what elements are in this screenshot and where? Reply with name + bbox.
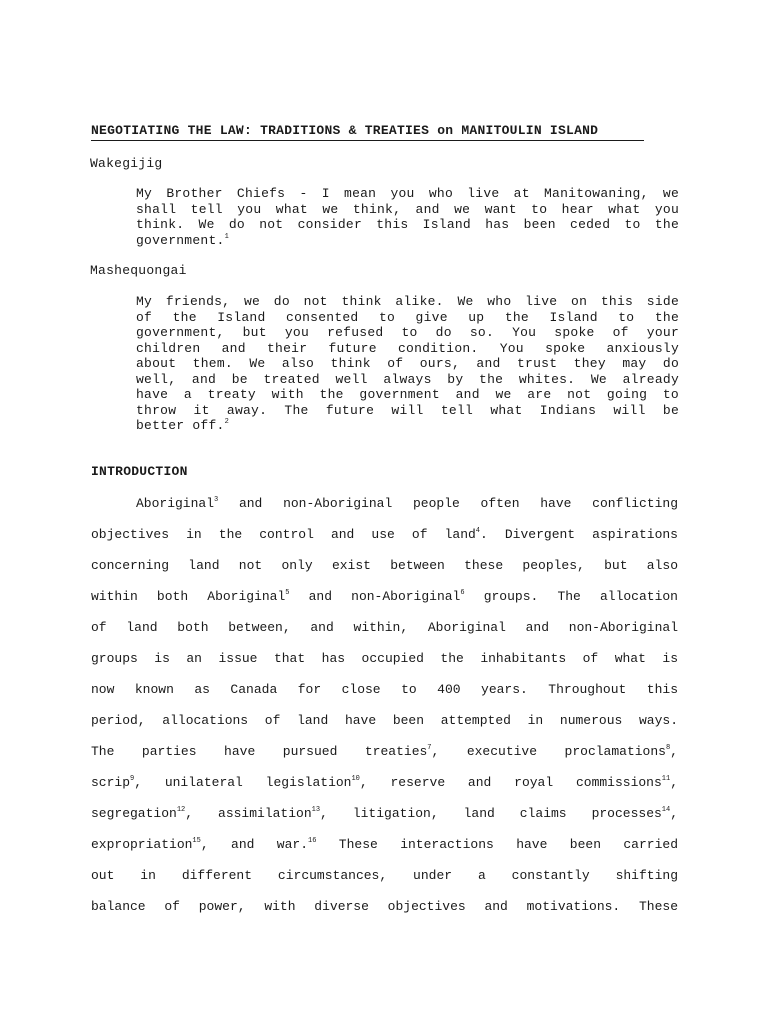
footnote-ref: 1	[224, 232, 230, 241]
body-text: ,	[670, 775, 679, 790]
body-line: balance of power, with diverse objectives and motivations. These	[91, 899, 678, 914]
body-text: and non-Aboriginal	[289, 589, 461, 604]
body-text: , assimilation	[185, 806, 312, 821]
footnote-ref: 16	[308, 837, 317, 845]
body-line: out in different circumstances, under a constantly shifting	[91, 868, 678, 883]
body-text: , and war.	[200, 837, 309, 852]
body-text: , executive proclamations	[431, 744, 666, 759]
quote-line: of the Island consented to give up the Island to the	[136, 309, 679, 325]
footnote-ref: 14	[661, 806, 671, 814]
body-line: of land both between, and within, Aboriginal and non-Aboriginal	[91, 620, 678, 635]
footnote-ref: 12	[176, 806, 186, 814]
footnote-ref: 8	[665, 744, 671, 752]
quote-block-wakegijig	[136, 186, 679, 248]
body-text: The parties have pursued treaties	[91, 744, 428, 759]
body-text: , litigation, land claims processes	[320, 806, 662, 821]
quote-line: government, but you refused to do so. You spoke of your	[136, 325, 679, 340]
body-line	[91, 772, 678, 803]
body-text: objectives in the control and use of land	[91, 527, 476, 542]
footnote-ref: 7	[427, 744, 432, 752]
body-line	[91, 803, 678, 834]
footnote-ref: 4	[475, 527, 480, 535]
body-text: These interactions have been carried	[316, 837, 678, 852]
body-text: and non-Aboriginal people often have conflicting	[218, 496, 678, 511]
footnote-ref: 13	[311, 806, 321, 814]
section-heading: INTRODUCTION	[91, 464, 188, 479]
body-line: period, allocations of land have been attempted in numerous ways.	[91, 713, 678, 728]
document-title: NEGOTIATING THE LAW: TRADITIONS & TREATIES on MANITOULIN ISLAND	[91, 123, 644, 141]
body-line	[91, 586, 678, 617]
body-paragraph	[91, 493, 678, 927]
body-text: ,	[670, 806, 679, 821]
quote-line: shall tell you what we think, and we want to hear what you	[136, 201, 679, 217]
footnote-ref: 9	[130, 775, 135, 783]
body-line: now known as Canada for close to 400 years. Throughout this	[91, 682, 678, 697]
body-text: . Divergent aspirations	[480, 527, 678, 542]
body-text: expropriation	[91, 837, 193, 852]
quote-block-mashequongai	[136, 294, 679, 434]
body-text: groups. The allocation	[464, 589, 678, 604]
body-line: groups is an issue that has occupied the inhabitants of what is	[91, 651, 678, 666]
speaker-name-wakegijig: Wakegijig	[90, 156, 163, 171]
quote-line: about them. We also think of ours, and trust they may do	[136, 356, 679, 371]
quote-line	[136, 418, 679, 434]
quote-line: throw it away. The future will tell what Indians will be	[136, 402, 679, 418]
quote-line: think. We do not consider this Island has been ceded to the	[136, 217, 679, 232]
footnote-ref: 6	[460, 589, 465, 597]
quote-line-text: better off.	[136, 418, 225, 433]
footnote-ref: 2	[224, 418, 230, 426]
quote-line: children and their future condition. You spoke anxiously	[136, 340, 679, 356]
footnote-ref: 10	[351, 775, 360, 783]
quote-line: My friends, we do not think alike. We who live on this side	[136, 294, 679, 309]
footnote-ref: 11	[661, 775, 671, 783]
body-line	[91, 834, 678, 865]
quote-line: My Brother Chiefs - I mean you who live at Manitowaning, we	[136, 186, 679, 201]
body-text: scrip	[91, 775, 131, 790]
quote-line	[136, 233, 679, 249]
body-text: segregation	[91, 806, 177, 821]
quote-line-text: government.	[136, 232, 225, 248]
body-text: within both Aboriginal	[91, 589, 286, 604]
body-line: concerning land not only exist between these peoples, but also	[91, 558, 678, 573]
body-text: ,	[670, 744, 678, 759]
body-line	[91, 493, 678, 524]
body-text: Aboriginal	[136, 496, 215, 511]
quote-line: have a treaty with the government and we are not going to	[136, 387, 679, 402]
body-text: , unilateral legislation	[134, 775, 352, 790]
footnote-ref: 15	[192, 837, 201, 845]
body-line	[91, 741, 678, 772]
body-line	[91, 524, 678, 555]
quote-line: well, and be treated well always by the whites. We already	[136, 371, 679, 387]
body-text: , reserve and royal commissions	[359, 775, 662, 790]
footnote-ref: 3	[214, 496, 219, 504]
footnote-ref: 5	[285, 589, 290, 597]
speaker-name-mashequongai: Mashequongai	[90, 263, 187, 278]
